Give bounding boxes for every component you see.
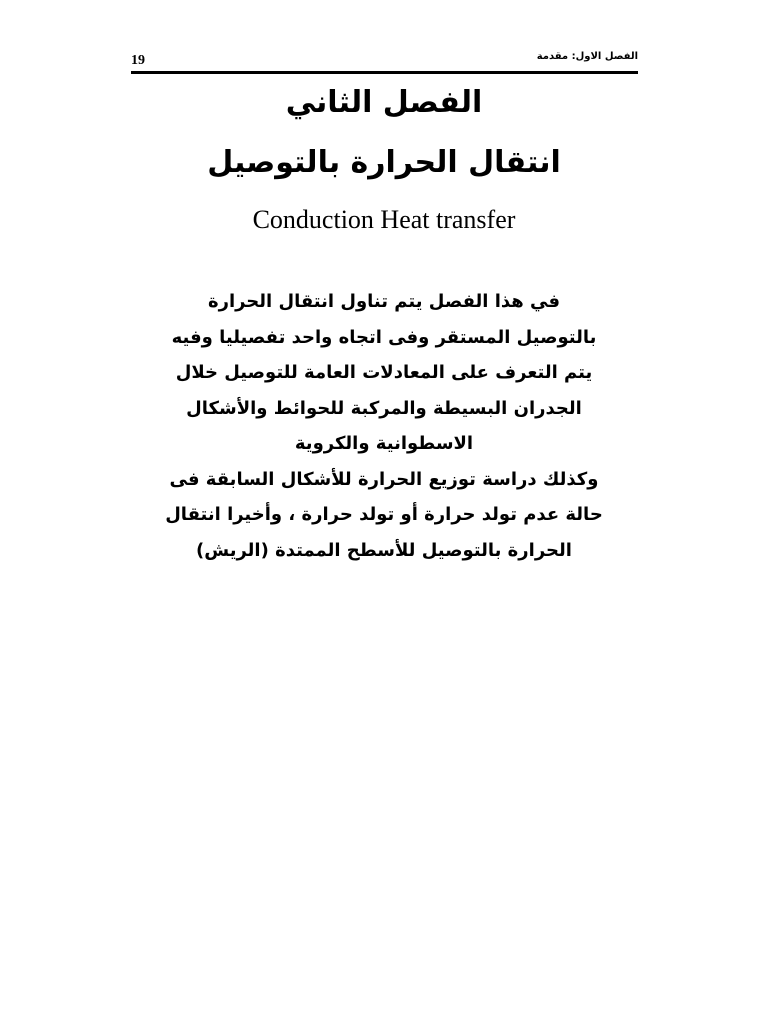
chapter-number-heading: الفصل الثاني <box>285 85 483 120</box>
intro-line: بالتوصيل المستقر وفى اتجاه واحد تفصيليا وفيه <box>171 326 597 348</box>
intro-line: الاسطوانية والكروية <box>294 433 474 454</box>
intro-line: في هذا الفصل يتم تناول انتقال الحرارة <box>207 291 561 312</box>
intro-paragraph <box>120 284 648 568</box>
chapter-title-english: Conduction Heat transfer <box>252 205 516 234</box>
intro-line: حالة عدم تولد حرارة أو تولد حرارة ، وأخيرا انتقال <box>165 504 603 525</box>
header-rule <box>131 71 638 74</box>
running-head: الفصل الاول: مقدمة <box>536 51 638 62</box>
chapter-title-arabic: انتقال الحرارة بالتوصيل <box>207 145 561 180</box>
intro-line: الجدران البسيطة والمركبة للحوائط والأشكال <box>186 397 582 419</box>
page-header <box>131 50 638 72</box>
intro-line: وكذلك دراسة توزيع الحرارة للأشكال السابقة فى <box>169 468 599 490</box>
page-number: 19 <box>131 53 145 68</box>
intro-line: الحرارة بالتوصيل للأسطح الممتدة (الريش) <box>196 539 572 561</box>
intro-line: يتم التعرف على المعادلات العامة للتوصيل خلال <box>175 362 593 383</box>
